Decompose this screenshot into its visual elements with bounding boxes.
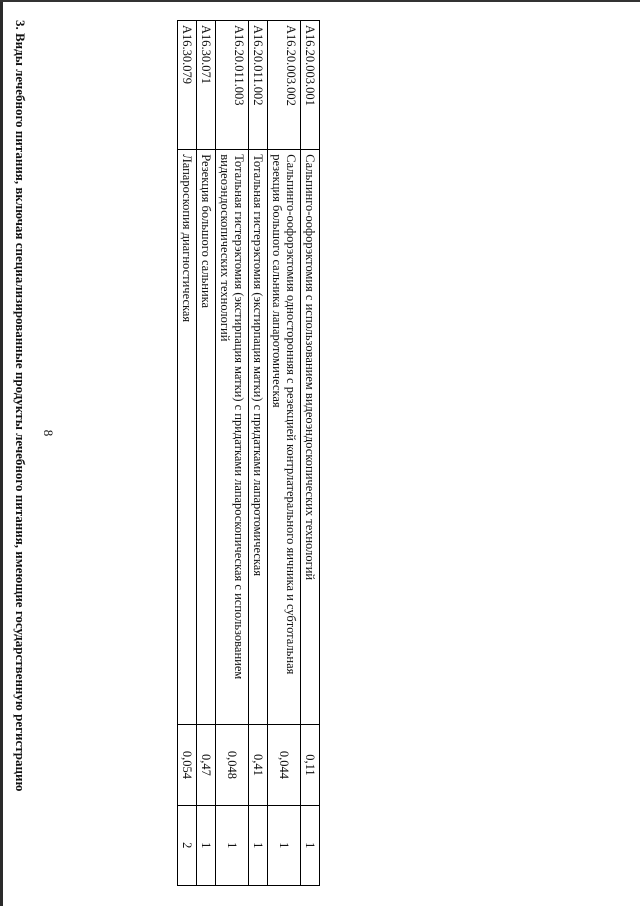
operation-code: A16.30.079 bbox=[178, 21, 197, 150]
operations-table bbox=[177, 20, 320, 886]
operation-quantity: 1 bbox=[249, 805, 268, 885]
operation-frequency: 0,048 bbox=[216, 725, 249, 805]
table-row bbox=[268, 21, 301, 886]
operation-code: A16.20.003.001 bbox=[301, 21, 320, 150]
table-row bbox=[249, 21, 268, 886]
operation-quantity: 1 bbox=[216, 805, 249, 885]
operation-code: A16.20.011.003 bbox=[216, 21, 249, 150]
operation-frequency: 0,41 bbox=[249, 725, 268, 805]
operation-name: Сальпинго-оофорэктомия односторонняя с резекцией контрлатерального яичника и субтотальная резекция большого сальника лапаротомическая bbox=[268, 150, 301, 725]
operation-code: A16.20.003.002 bbox=[268, 21, 301, 150]
section-title: 3. Виды лечебного питания, включая специализированные продукты лечебного питания, имеющие государственную регистрацию bbox=[13, 20, 28, 792]
operation-frequency: 0,11 bbox=[301, 725, 320, 805]
operation-name: Лапароскопия диагностическая bbox=[178, 150, 197, 725]
operation-frequency: 0,47 bbox=[197, 725, 216, 805]
table-row bbox=[197, 21, 216, 886]
scan-edge-top bbox=[0, 0, 640, 2]
operation-frequency: 0,054 bbox=[178, 725, 197, 805]
table-row bbox=[178, 21, 197, 886]
rotated-page-content bbox=[0, 20, 320, 886]
operation-quantity: 1 bbox=[197, 805, 216, 885]
operation-quantity: 2 bbox=[178, 805, 197, 885]
operation-name: Тотальная гистерэктомия (экстирпация матки) с придатками лапароскопическая с использованием видеоэндоскопических технологий bbox=[216, 150, 249, 725]
operation-code: A16.20.011.002 bbox=[249, 21, 268, 150]
operation-code: A16.30.071 bbox=[197, 21, 216, 150]
operation-frequency: 0,044 bbox=[268, 725, 301, 805]
operation-name: Резекция большого сальника bbox=[197, 150, 216, 725]
page-number: 8 bbox=[41, 429, 56, 437]
table-row bbox=[216, 21, 249, 886]
operation-quantity: 1 bbox=[268, 805, 301, 885]
operation-name: Тотальная гистерэктомия (экстирпация матки) с придатками лапаротомическая bbox=[249, 150, 268, 725]
operation-name: Сальпинго-оофорэктомия с использованием видеоэндоскопических технологий bbox=[301, 150, 320, 725]
operation-quantity: 1 bbox=[301, 805, 320, 885]
table-row bbox=[301, 21, 320, 886]
operations-table-body bbox=[178, 21, 320, 886]
